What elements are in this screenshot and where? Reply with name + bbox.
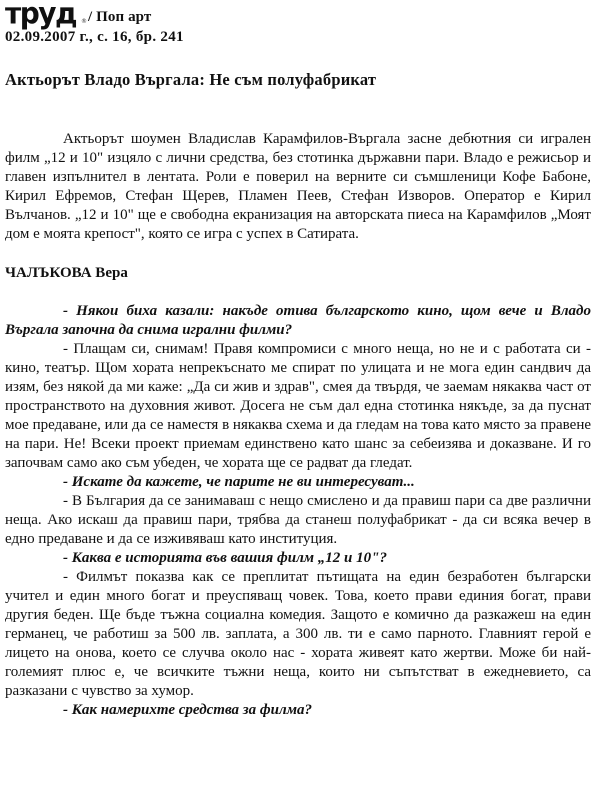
interview-question: - Как намерихте средства за филма? — [63, 702, 312, 718]
masthead — [3, 0, 597, 31]
interview-question: - Каква е историята във вашия филм „12 и 10"? — [63, 550, 387, 566]
article-headline: Актьорът Владо Въргала: Не съм полуфабрикат — [5, 70, 377, 89]
interview-question: - Искате да кажете, че парите не ви интересуват... — [63, 474, 415, 490]
newspaper-logo: труд — [5, 0, 77, 31]
interview-answer: - Плащам си, снимам! Правя компромиси с много неща, но не и с работата си - кино, театър. Щом хората непрекъснато ме спират по улицата и не мога един сандвич да изям, без някой да ми каже: „Да си жив и здрав", смея да твърдя, че заемам някаква част от пространството на духовния живот. Досега не съм дал една стотинка някъде, за да пуснат мое предаване, или да се наместя в някаква схема и да гледам на това като място за правене на пари. Не! Всеки проект приемам единствено като шанс за себеизява и доказване. И го започвам само ако съм убеден, че хората ще се радват да гледат. — [5, 341, 591, 471]
article-author: ЧАЛЪКОВА Вера — [5, 265, 128, 281]
dateline: 02.09.2007 г., с. 16, бр. 241 — [5, 29, 184, 45]
interview-question: - Някои биха казали: накъде отива българското кино, щом вече и Владо Въргала започна да снима игрални филми? — [5, 303, 591, 338]
interview-body — [5, 302, 591, 720]
interview-answer: - Филмът показва как се преплитат пътищата на един безработен български учител и един много богат и преуспяващ човек. Това, което прави единия богат, прави другия беден. Ще бъде тъжна социална комедия. Защото е комично да разкажеш на един германец, че работиш за 500 лв. заплата, а 300 лв. ти е само парното. Главният герой е лицето на онова, което се случва около нас - хората живеят като жертви. Може би най-големият плюс е, че всичките тъжни неща, които ни съпътстват в ежедневието, са разказани с чувство за хумор. — [5, 569, 591, 699]
section-label: / Поп арт — [88, 9, 152, 25]
interview-answer: - В България да се занимаваш с нещо смислено и да правиш пари са две различни неща. Ако искаш да правиш пари, трябва да станеш полуфабрикат - да си всяка вечер в едно предаване и да се изживяваш като институция. — [5, 493, 591, 547]
registered-mark-icon: ® — [81, 18, 87, 25]
article-lead: Актьорът шоумен Владислав Карамфилов-Въргала засне дебютния си игрален филм „12 и 10" изцяло с лични средства, без стотинка държавни пари. Владо е режисьор и главен изпълнител в лентата. Роли е поверил на верните си съмшленици Кофе Бабоне, Кирил Ефремов, Стефан Щерев, Пламен Пеев, Стефан Изворов. Оператор е Кирил Вълчанов. „12 и 10" ще е свободна екранизация на авторската пиеса на Карамфилов „Моят дом е моята крепост", която се игра с успех в Сатирата. — [5, 131, 591, 242]
